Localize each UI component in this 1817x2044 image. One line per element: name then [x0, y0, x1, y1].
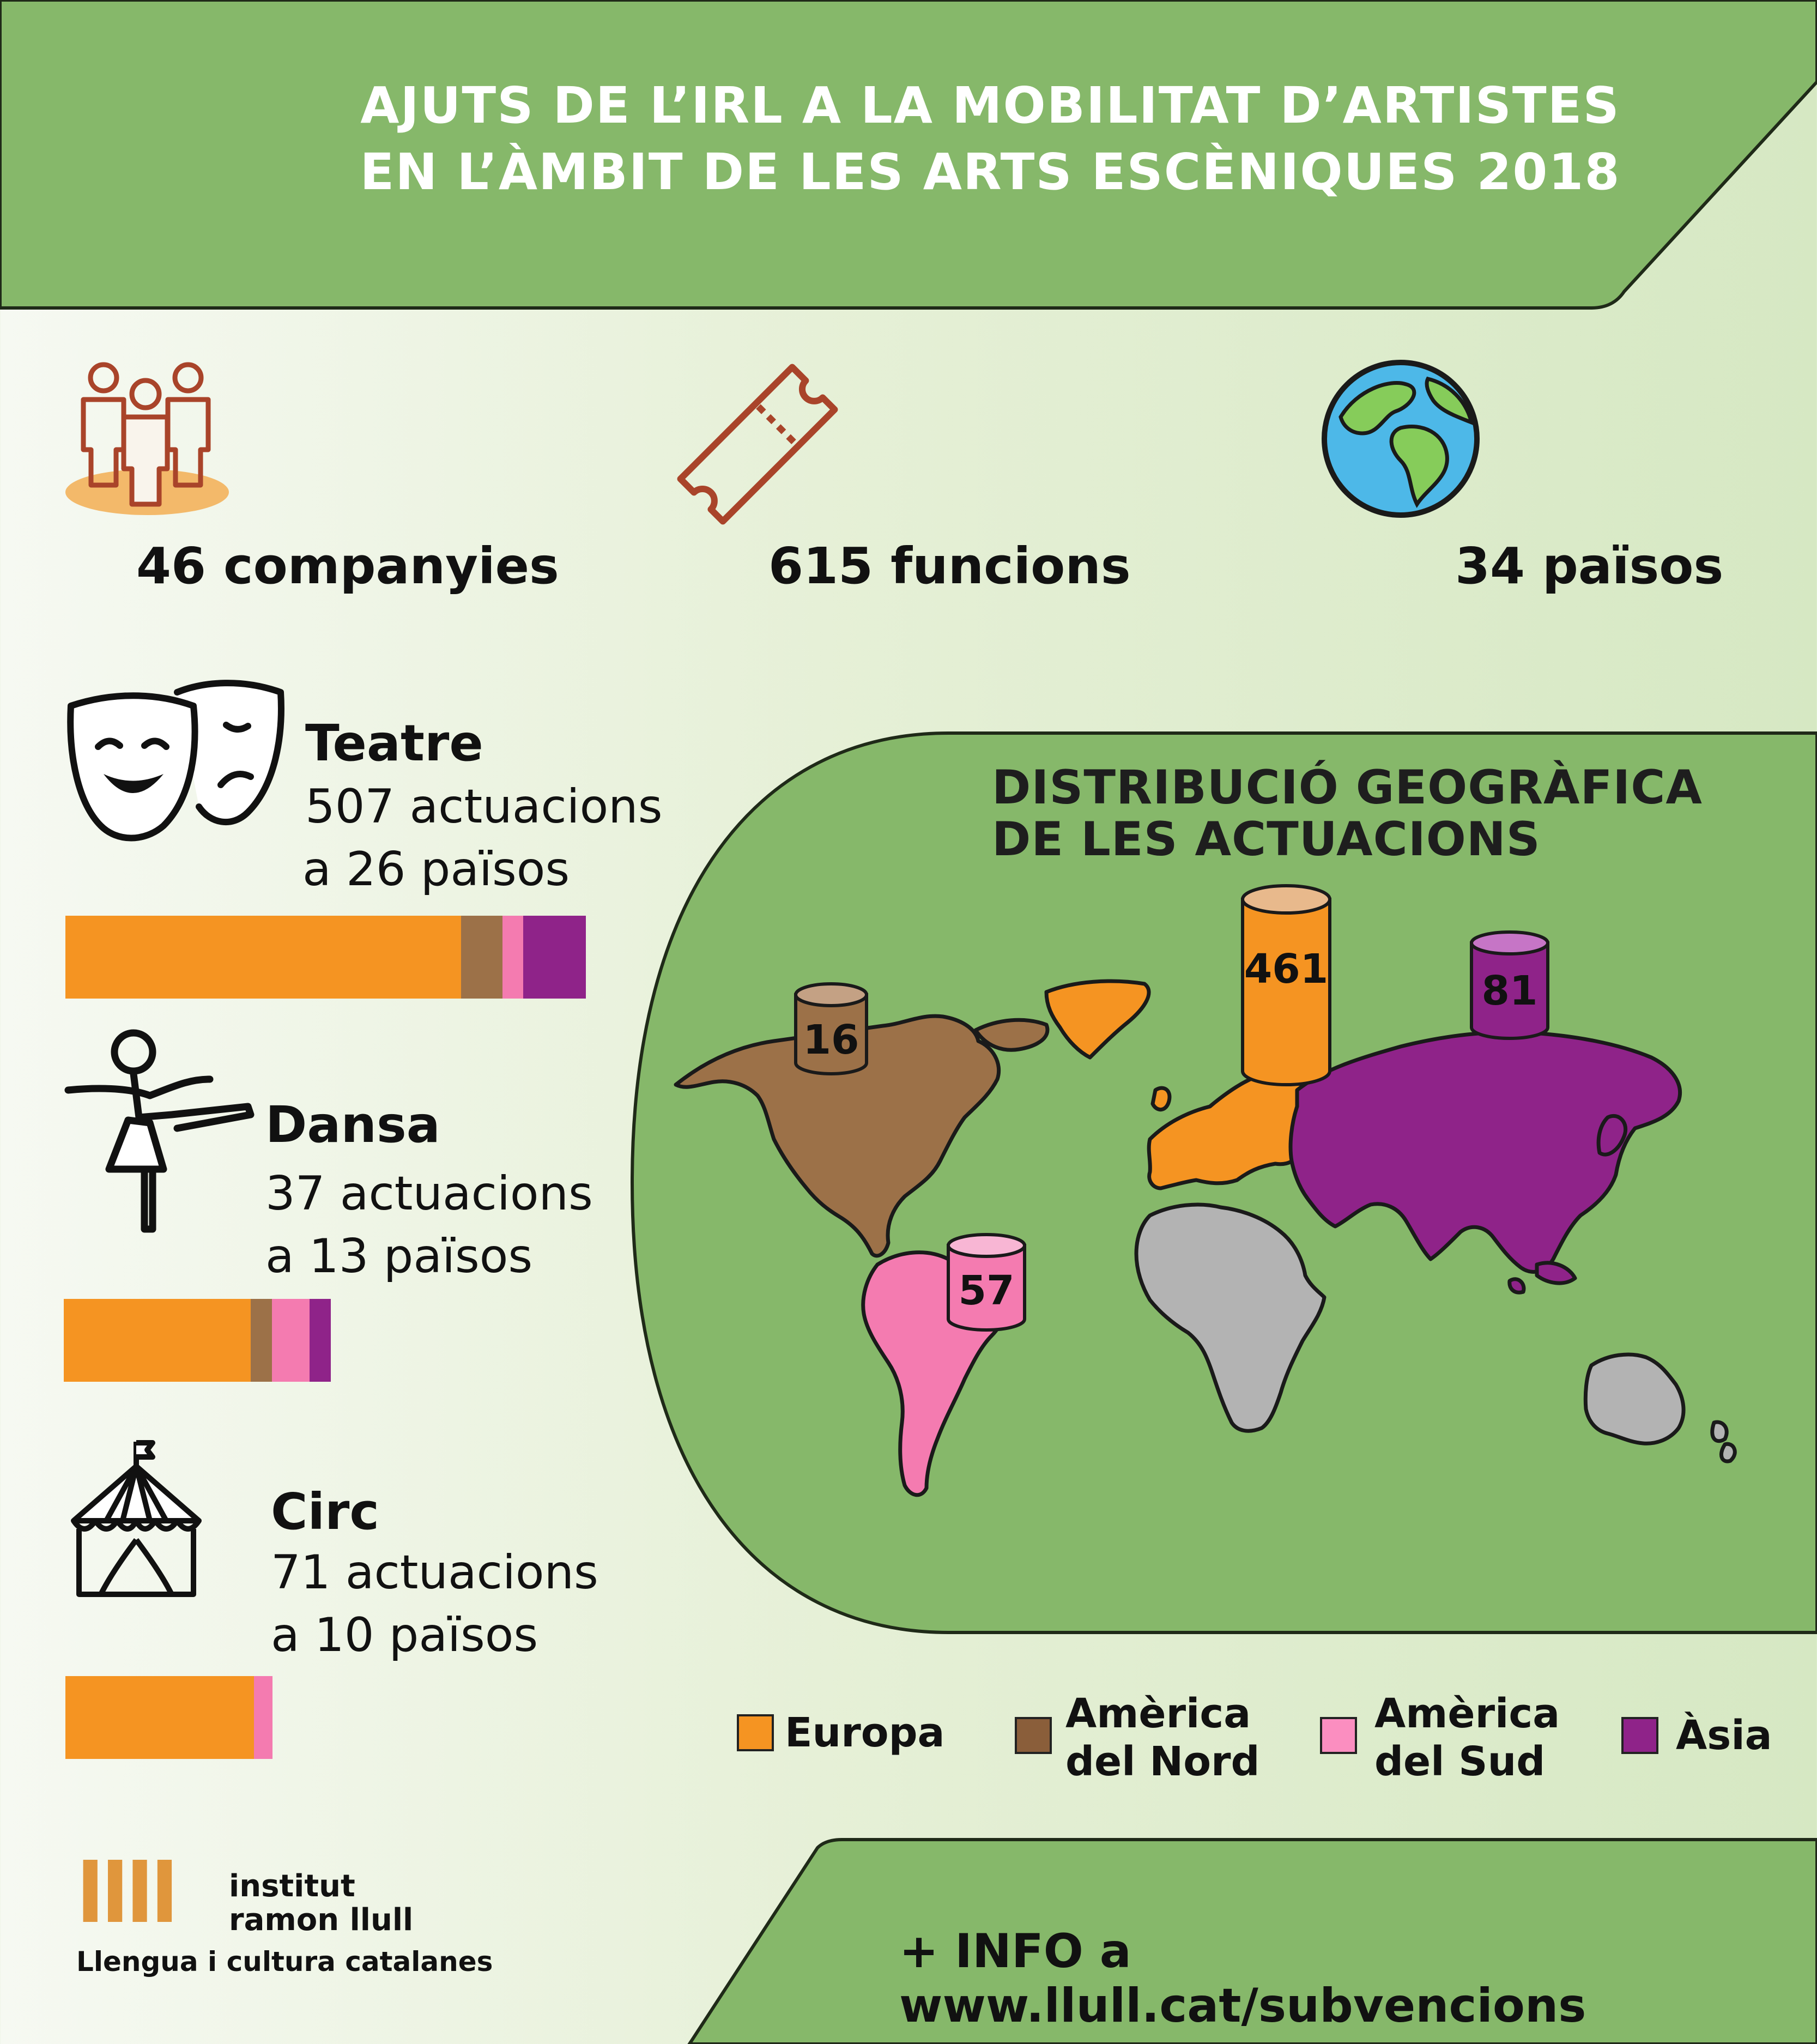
- bar-circ: [65, 1676, 272, 1759]
- stat-companies: 46 companyies: [136, 537, 559, 595]
- legend-swatch-america-nord: [1015, 1717, 1052, 1754]
- logo-tagline: Llengua i cultura catalanes: [76, 1946, 493, 1978]
- legend-swatch-europa: [737, 1714, 774, 1751]
- stat-performances: 615 funcions: [768, 537, 1131, 595]
- category-teatre-name: Teatre: [305, 714, 483, 772]
- category-circ-countries: a 10 països: [271, 1608, 538, 1662]
- category-circ-performances: 71 actuacions: [271, 1545, 598, 1600]
- category-dansa-performances: 37 actuacions: [265, 1166, 593, 1221]
- bar-dansa: [64, 1299, 331, 1382]
- map-greenland: [1046, 981, 1149, 1057]
- value-europe: 461: [1244, 946, 1329, 993]
- page-title-line2: EN L’ÀMBIT DE LES ARTS ESCÈNIQUES 2018: [360, 143, 1621, 201]
- bar-segment-1: [461, 916, 502, 999]
- logo-mark: llll: [76, 1847, 175, 1942]
- legend-swatch-america-sud: [1320, 1717, 1357, 1754]
- map-australia: [1585, 1354, 1683, 1443]
- value-asia: 81: [1481, 967, 1538, 1014]
- bar-segment-2: [272, 1299, 310, 1382]
- bar-segment-0: [64, 1299, 251, 1382]
- bar-teatre: [65, 916, 586, 999]
- value-north-america: 16: [803, 1017, 859, 1063]
- stat-countries: 34 països: [1455, 537, 1724, 595]
- logo-line1: institut: [229, 1868, 355, 1904]
- legend-swatch-asia: [1621, 1717, 1658, 1754]
- theatre-masks-icon: [63, 676, 292, 845]
- legend-label-asia: Àsia: [1676, 1712, 1772, 1759]
- map-africa: [1136, 1205, 1324, 1431]
- category-dansa-countries: a 13 països: [265, 1229, 533, 1284]
- map-title-line1: DISTRIBUCIÓ GEOGRÀFICA: [992, 760, 1703, 815]
- ticket-icon: [668, 357, 847, 531]
- legend-label-america-nord: Amèrica del Nord: [1065, 1690, 1260, 1785]
- legend-label-europa: Europa: [785, 1709, 945, 1756]
- category-dansa-name: Dansa: [265, 1096, 440, 1154]
- bar-segment-3: [523, 916, 586, 999]
- map-title-line2: DE LES ACTUACIONS: [992, 812, 1541, 867]
- bar-segment-1: [254, 1676, 272, 1759]
- map-asia: [1291, 1032, 1680, 1272]
- globe-icon: [1319, 357, 1482, 521]
- bar-segment-0: [65, 916, 461, 999]
- bar-segment-2: [502, 916, 523, 999]
- bar-segment-1: [251, 1299, 272, 1382]
- circus-tent-icon: [68, 1436, 204, 1600]
- bar-segment-0: [65, 1676, 254, 1759]
- legend-label-america-sud: Amèrica del Sud: [1374, 1690, 1560, 1785]
- dancer-icon: [63, 1027, 259, 1235]
- category-circ-name: Circ: [271, 1483, 379, 1541]
- value-south-america: 57: [958, 1267, 1015, 1314]
- logo-line2: ramon llull: [229, 1902, 414, 1938]
- category-teatre-performances: 507 actuacions: [305, 779, 663, 834]
- bar-segment-3: [310, 1299, 331, 1382]
- page-title-line1: AJUTS DE L’IRL A LA MOBILITAT D’ARTISTES: [360, 76, 1620, 135]
- info-link[interactable]: + INFO a www.llull.cat/subvencions: [899, 1924, 1586, 2033]
- people-group-icon: [63, 357, 232, 521]
- category-teatre-countries: a 26 països: [302, 842, 570, 897]
